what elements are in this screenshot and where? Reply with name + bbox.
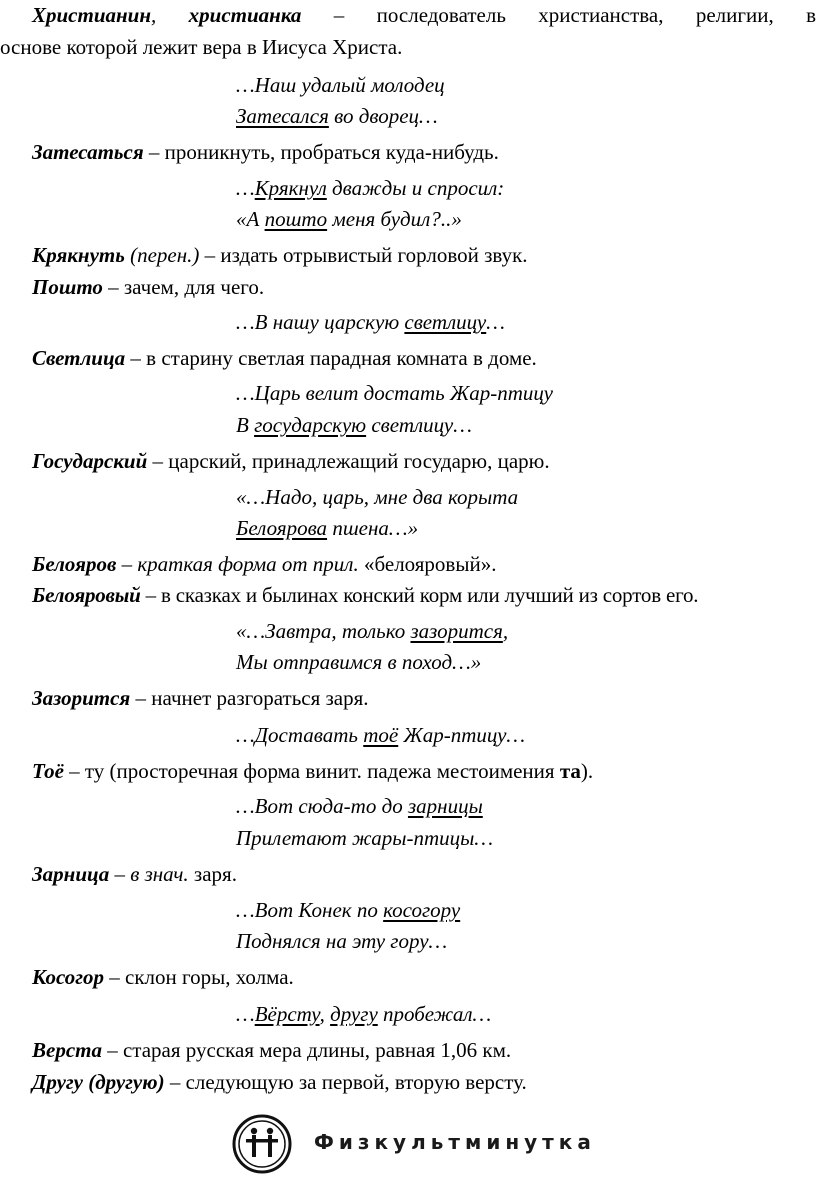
definition-line: Другу (другую) – следующую за первой, вторую версту.: [32, 1070, 527, 1094]
definition-line: Пошто – зачем, для чего.: [32, 275, 265, 299]
quoted-word: другу: [330, 1002, 378, 1026]
definition-line: Косогор – склон горы, холма.: [32, 965, 294, 989]
quote-line: В государскую светлицу…: [236, 413, 472, 437]
quoted-word: пошто: [264, 207, 328, 231]
quoted-word: зарницы: [407, 794, 483, 818]
quote-line: «…Надо, царь, мне два корыта: [236, 485, 519, 509]
term: христианка: [188, 3, 302, 27]
term: Государский: [32, 449, 148, 473]
comma: ,: [151, 3, 157, 27]
quoted-word: зазорится: [410, 619, 503, 643]
term: Белояровый: [32, 583, 141, 607]
quote-line: …Царь велит достать Жар-птицу: [236, 381, 553, 405]
quoted-word: Вёрсту: [254, 1002, 320, 1026]
definition-line: Государский – царский, принадлежащий государю, царю.: [32, 449, 550, 473]
definition-line: Затесаться – проникнуть, пробраться куда-нибудь.: [32, 140, 499, 164]
intro-definition-continuation: основе которой лежит вера в Иисуса Христа.: [0, 35, 403, 59]
definition-line: Светлица – в старину светлая парадная комната в доме.: [32, 346, 537, 370]
quoted-word: Затесался: [236, 104, 329, 128]
term: Тоё: [32, 759, 64, 783]
two-figures-circle-icon: [232, 1114, 292, 1174]
quote-line: …В нашу царскую светлицу…: [236, 310, 505, 334]
quote-line: …Доставать тоё Жар-птицу…: [236, 723, 526, 747]
quote-line: Прилетают жары-птицы…: [236, 826, 494, 850]
term: Верста: [32, 1038, 102, 1062]
quote-line: Поднялся на эту гору…: [236, 929, 448, 953]
definition-line: Крякнуть (перен.) – издать отрывистый горловой звук.: [32, 243, 528, 267]
quoted-word: государскую: [254, 413, 367, 437]
definition-line: Белояров – краткая форма от прил. «белояровый».: [32, 552, 497, 576]
term: Затесаться: [32, 140, 144, 164]
definition: – последователь христианства, религии, в: [301, 3, 816, 27]
quote-line: …Вёрсту, другу пробежал…: [236, 1002, 492, 1026]
term: Другу (другую): [32, 1070, 165, 1094]
term: Косогор: [32, 965, 104, 989]
section-title: Физкультминутка: [314, 1130, 596, 1154]
quote-line: «А пошто меня будил?..»: [236, 207, 462, 231]
definition-line: Зарница – в знач. заря.: [32, 862, 237, 886]
quote-line: …Крякнул дважды и спросил:: [236, 176, 505, 200]
quote-line: …Вот сюда-то до зарницы: [236, 794, 483, 818]
quote-line: «…Завтра, только зазорится,: [236, 619, 509, 643]
term: Зазорится: [32, 686, 131, 710]
term: Пошто: [32, 275, 103, 299]
term: Белояров: [32, 552, 117, 576]
definition-line: Верста – старая русская мера длины, равная 1,06 км.: [32, 1038, 512, 1062]
quoted-word: косогору: [383, 898, 461, 922]
quoted-word: Крякнул: [254, 176, 327, 200]
quoted-word: тоё: [363, 723, 399, 747]
quote-line: …Наш удалый молодец: [236, 73, 445, 97]
quote-line: Мы отправимся в поход…»: [236, 650, 482, 674]
term: Светлица: [32, 346, 126, 370]
intro-definition-line: [32, 2, 816, 28]
quoted-word: Белоярова: [236, 516, 328, 540]
definition-line: Белояровый – в сказках и былинах конский корм или лучший из сортов его.: [32, 583, 699, 607]
quoted-word: светлицу: [404, 310, 487, 334]
quote-line: Белоярова пшена…»: [236, 516, 419, 540]
definition-line: Тоё – ту (просторечная форма винит. падежа местоимения та).: [32, 759, 594, 783]
term: Зарница: [32, 862, 110, 886]
term: Христианин: [32, 3, 152, 27]
term: Крякнуть: [32, 243, 125, 267]
definition-line: Зазорится – начнет разгораться заря.: [32, 686, 369, 710]
quote-line: …Вот Конек по косогору: [236, 898, 461, 922]
quote-line: Затесался во дворец…: [236, 104, 438, 128]
